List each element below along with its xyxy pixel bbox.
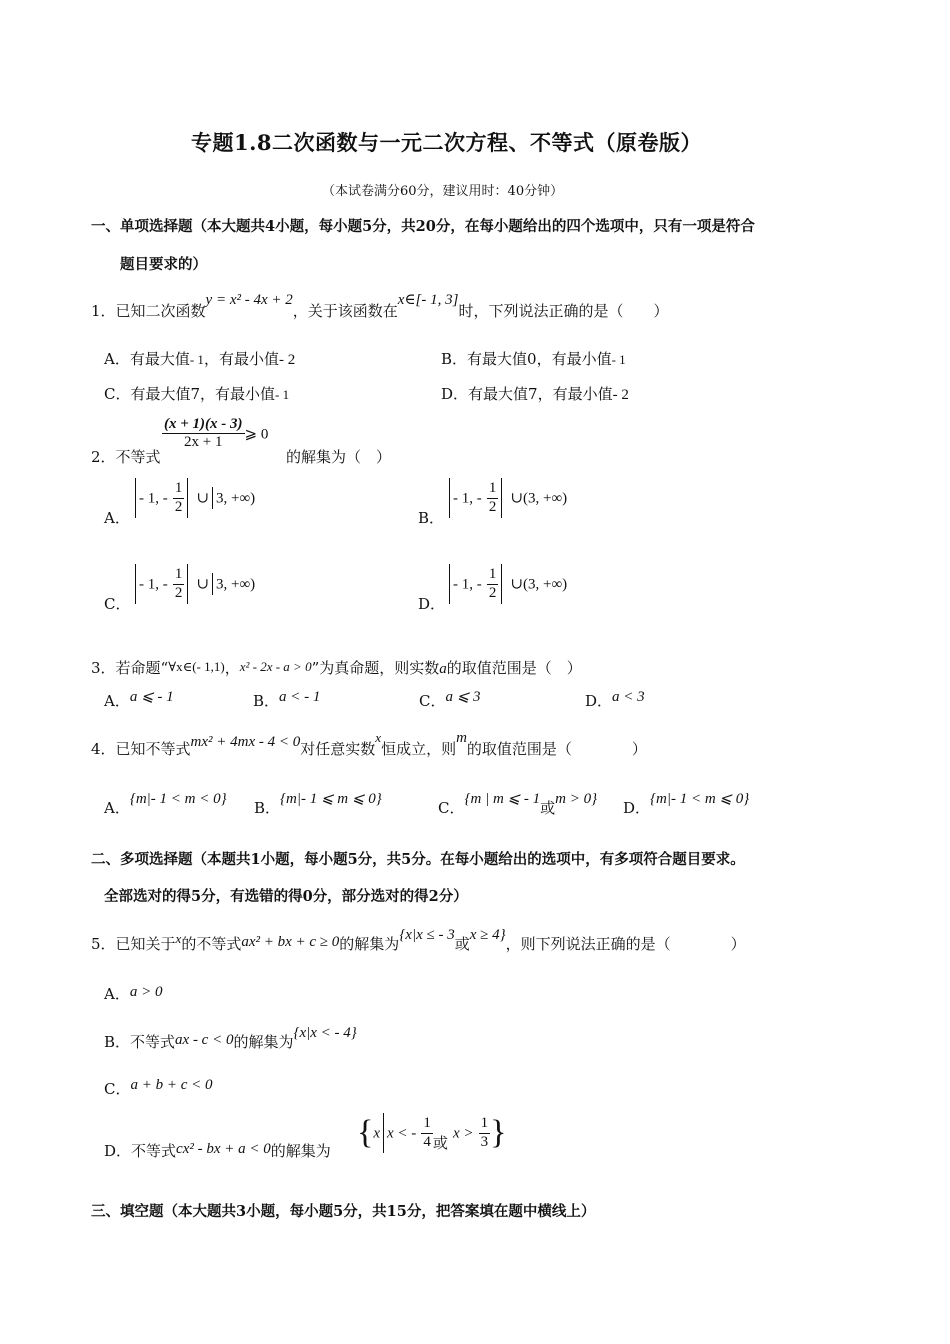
q2-fraction xyxy=(162,416,245,452)
q3-option-b[interactable] xyxy=(253,690,320,711)
q4-option-c[interactable] xyxy=(438,791,598,818)
q1-c-text: C．有最大值7，有最小值 xyxy=(104,385,276,403)
q5-d-frac2-num: 1 xyxy=(479,1115,491,1133)
q2-denominator: 2x + 1 xyxy=(184,434,223,451)
q3-b-value: a < - 1 xyxy=(279,689,321,705)
q3-b-label: B． xyxy=(253,692,280,710)
section1-heading-line2: 题目要求的） xyxy=(120,256,207,273)
q1-option-c[interactable] xyxy=(104,383,289,404)
q2-rel: ⩾ 0 xyxy=(244,426,269,443)
question-4 xyxy=(91,730,647,759)
q2-c-left: - 1, - xyxy=(139,576,168,593)
q1-prefix: 1．已知二次函数 xyxy=(91,302,206,320)
q4-a-label: A． xyxy=(104,799,130,817)
section2-heading-line1: 二、多项选择题（本题共1小题，每小题5分，共5分。在每小题给出的选项中，有多项符合题目要求。 xyxy=(91,851,745,868)
q1-b-min: - 1 xyxy=(611,352,626,367)
q4-c-value-b: m > 0} xyxy=(555,791,598,807)
q2-d-left: - 1, - xyxy=(453,576,482,593)
q1-d-text: D．有最大值7，有最小值 xyxy=(441,385,613,403)
q3-sep: ， xyxy=(224,659,240,677)
q2-a-left: - 1, - xyxy=(139,490,168,507)
q3-option-a[interactable] xyxy=(104,690,174,711)
q5-b-set: {x|x < - 4} xyxy=(293,1025,357,1041)
q5-d-frac1-den: 4 xyxy=(423,1133,431,1150)
q2-c-half-num: 1 xyxy=(173,566,185,584)
q2-a-inf: 3, +∞ xyxy=(216,490,251,507)
q1-suffix: 时，下列说法正确的是（ ） xyxy=(458,302,669,320)
q2-numerator: (x + 1)(x - 3) xyxy=(162,416,245,434)
q1-option-d[interactable] xyxy=(441,383,629,404)
q2-c-half xyxy=(173,566,185,602)
q5-x: x xyxy=(175,931,182,946)
q1-function: y = x² - 4x + 2 xyxy=(205,292,293,308)
q4-suffix: 的取值范围是（ ） xyxy=(466,740,647,758)
q2-c-inf: 3, +∞ xyxy=(216,576,251,593)
q5-d-frac1 xyxy=(421,1115,433,1151)
q5-a-value: a > 0 xyxy=(129,984,163,1000)
q2-b-half xyxy=(487,480,499,516)
q5-c-label: C． xyxy=(104,1080,131,1098)
q4-c-or: 或 xyxy=(540,799,556,817)
q4-c-label: C． xyxy=(438,799,465,817)
q3-suffix2: 的取值范围是（ ） xyxy=(446,659,582,677)
q5-mid2: 的解集为 xyxy=(339,935,400,953)
q4-x: x xyxy=(375,730,382,745)
q5-d-set: {x x < - $\frac{1}{4}$ 或 x > $\frac{1}{3}$ } xyxy=(357,1114,507,1152)
q5-option-d[interactable] xyxy=(104,1140,331,1161)
section2-heading-line2: 全部选对的得5分，有选错的得0分，部分选对的得2分） xyxy=(104,888,468,905)
q4-b-label: B． xyxy=(254,799,281,817)
q1-option-a[interactable] xyxy=(104,348,295,369)
q3-condition: ∀x∈(- 1,1) xyxy=(168,659,225,674)
q4-c-value-a: {m | m ⩽ - 1 xyxy=(464,791,541,807)
q5-mid: 的不等式 xyxy=(181,935,242,953)
q5-d-label: D．不等式 xyxy=(104,1142,177,1160)
q3-d-label: D． xyxy=(585,692,613,710)
q2-c-half-den: 2 xyxy=(174,584,183,601)
q5-option-c[interactable] xyxy=(104,1078,213,1099)
page-subtitle: （本试卷满分60分，建议用时：40分钟） xyxy=(322,184,564,199)
q3-a-value: a ⩽ - 1 xyxy=(129,689,174,705)
q5-b-inequality: ax - c < 0 xyxy=(175,1032,234,1048)
q2-d-half xyxy=(487,566,499,602)
q4-mid2: 恒成立，则 xyxy=(381,740,457,758)
q2-d-half-num: 1 xyxy=(487,566,499,584)
q5-set-b: x ≥ 4} xyxy=(469,927,506,943)
q5-set-a: {x|x ≤ - 3 xyxy=(399,927,455,943)
q2-d-union: ∪ xyxy=(510,576,524,593)
q4-d-label: D． xyxy=(623,799,651,817)
q1-domain: x∈[- 1, 3] xyxy=(397,292,459,308)
q5-option-a[interactable] xyxy=(104,983,162,1004)
q3-d-value: a < 3 xyxy=(612,689,645,705)
q1-a-text: A．有最大值 xyxy=(104,350,190,368)
q1-mid: ，关于该函数在 xyxy=(292,302,398,320)
q5-option-b[interactable] xyxy=(104,1025,357,1052)
q2-inequality xyxy=(162,416,268,452)
q2-prefix: 2．不等式 xyxy=(91,448,161,466)
q5-d-or: 或 xyxy=(432,1133,448,1152)
q4-a-value: {m|- 1 < m < 0} xyxy=(129,791,227,807)
q4-mid: 对任意实数 xyxy=(300,740,376,758)
q2-option-b-math: - 1, - $\frac{1}{2}$ ∪(3, +∞) xyxy=(446,478,567,518)
q5-a-label: A． xyxy=(104,985,130,1003)
q2-option-d-math: - 1, - $\frac{1}{2}$ ∪(3, +∞) xyxy=(446,564,567,604)
q3-a-label: A． xyxy=(104,692,130,710)
q4-m: m xyxy=(456,730,467,746)
q2-d-half-den: 2 xyxy=(488,584,497,601)
q3-c-label: C． xyxy=(419,692,446,710)
q1-b-text: B．有最大值0，有最小值 xyxy=(441,350,612,368)
q3-option-d[interactable] xyxy=(585,690,645,711)
q1-option-b[interactable] xyxy=(441,348,626,369)
q5-d-gt: x > xyxy=(452,1125,474,1142)
q3-var: a xyxy=(439,661,447,677)
q5-d-frac1-num: 1 xyxy=(421,1115,433,1133)
q1-d-min: - 2 xyxy=(612,387,629,403)
q4-inequality: mx² + 4mx - 4 < 0 xyxy=(190,734,301,750)
page-title: 专题1.8二次函数与一元二次方程、不等式（原卷版） xyxy=(191,130,703,155)
section1-heading-line1: 一、单项选择题（本大题共4小题，每小题5分，共20分，在每小题给出的四个选项中，只有一项是符合 xyxy=(91,218,755,235)
q5-d-x: x xyxy=(373,1125,380,1142)
q2-a-half-num: 1 xyxy=(173,480,185,498)
q3-prefix: 3．若命题“ xyxy=(91,659,169,677)
q2-b-inf: 3, +∞ xyxy=(528,490,563,507)
q1-a-max: - 1 xyxy=(189,352,204,367)
q1-a-min: - 2 xyxy=(278,352,296,368)
q2-b-half-num: 1 xyxy=(487,480,499,498)
q2-option-b-label[interactable]: B． xyxy=(418,509,445,527)
q5-suffix: ，则下列说法正确的是（ ） xyxy=(505,935,746,953)
q2-c-union: ∪ xyxy=(196,576,210,593)
q2-option-c-math: - 1, - $\frac{1}{2}$ ∪ 3, +∞) xyxy=(132,564,255,604)
q2-a-half xyxy=(173,480,185,516)
q5-b-label: B．不等式 xyxy=(104,1033,176,1051)
q5-d-inequality: cx² - bx + a < 0 xyxy=(176,1141,271,1157)
q5-b-mid: 的解集为 xyxy=(233,1033,294,1051)
q2-b-half-den: 2 xyxy=(488,498,497,515)
section3-heading: 三、填空题（本大题共3小题，每小题5分，共15分，把答案填在题中横线上） xyxy=(91,1203,596,1220)
q5-d-frac2 xyxy=(479,1115,491,1151)
q5-c-value: a + b + c < 0 xyxy=(130,1077,213,1093)
q1-a-mid: ，有最小值 xyxy=(203,350,279,368)
q4-option-a[interactable] xyxy=(104,791,227,818)
q4-b-value: {m|- 1 ⩽ m ⩽ 0} xyxy=(280,791,382,807)
q2-suffix: 的解集为（ ） xyxy=(286,448,392,466)
q2-a-half-den: 2 xyxy=(174,498,183,515)
q2-option-a-label[interactable]: A． xyxy=(104,509,130,527)
q5-or: 或 xyxy=(454,935,470,953)
q5-inequality: ax² + bx + c ≥ 0 xyxy=(241,934,340,950)
q2-option-c-label[interactable]: C． xyxy=(104,595,131,613)
q3-option-c[interactable] xyxy=(419,690,481,711)
q2-option-a-math: - 1, - $\frac{1}{2}$ ∪ 3, +∞) xyxy=(132,478,255,518)
q2-b-union: ∪ xyxy=(510,490,524,507)
q2-b-left: - 1, - xyxy=(453,490,482,507)
q3-c-value: a ⩽ 3 xyxy=(445,689,481,705)
question-5 xyxy=(91,927,746,954)
q3-inequality: x² - 2x - a > 0 xyxy=(239,659,312,674)
q2-a-union: ∪ xyxy=(196,490,210,507)
q4-option-d[interactable] xyxy=(623,791,750,818)
q5-d-lt: x < - xyxy=(387,1125,417,1142)
q4-prefix: 4．已知不等式 xyxy=(91,740,191,758)
q5-d-frac2-den: 3 xyxy=(480,1133,489,1150)
q3-suffix: ”为真命题，则实数 xyxy=(311,659,440,677)
q2-d-inf: 3, +∞ xyxy=(528,576,563,593)
q2-option-d-label[interactable]: D． xyxy=(418,595,446,613)
question-1 xyxy=(91,292,669,321)
q4-d-value: {m|- 1 < m ⩽ 0} xyxy=(650,791,750,807)
q5-d-mid: 的解集为 xyxy=(270,1142,331,1160)
q5-prefix: 5．已知关于 xyxy=(91,935,176,953)
q1-c-min: - 1 xyxy=(275,387,290,402)
question-3 xyxy=(91,657,582,678)
q4-option-b[interactable] xyxy=(254,791,382,818)
